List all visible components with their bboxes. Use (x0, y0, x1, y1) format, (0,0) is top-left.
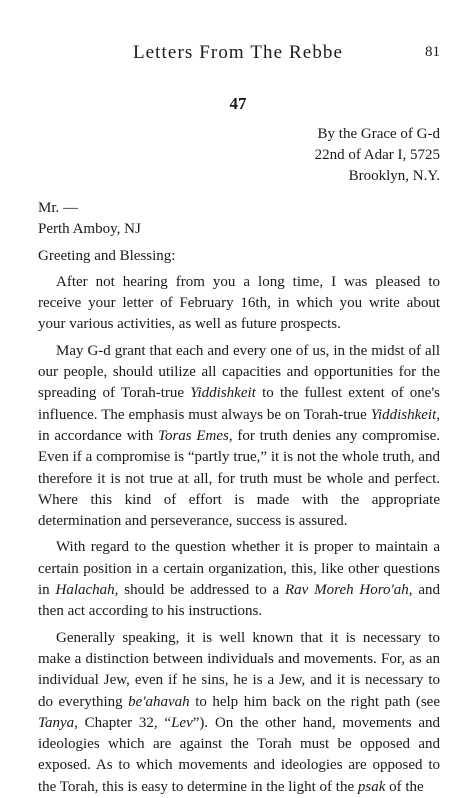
text-run: , and then act according to his instructions. (38, 582, 440, 620)
text-run: to help him back on the right path (see (189, 693, 440, 710)
letter-number: 47 (229, 94, 247, 113)
paragraph (38, 341, 440, 533)
recipient-name: Mr. — (38, 200, 79, 216)
italic-term: Yiddishkeit (190, 385, 256, 402)
salutation: Greeting and Blessing: (38, 247, 176, 264)
italic-term: Toras Emes (158, 427, 229, 444)
paragraph (38, 272, 440, 336)
recipient-location: Perth Amboy, NJ (38, 221, 141, 238)
italic-term: Halachah (55, 582, 115, 599)
dateline-line: Brooklyn, N.Y. (348, 168, 440, 184)
text-run: May G-d grant that each and every one of us, in the midst of all our people, should utilize all capacities and opportunities for the spreading of Torah-true (38, 342, 440, 402)
text-run: After not hearing from you a long time, I was pleased to receive your letter of February 16th, in which you write about your various activities, as well as future prospects. (38, 273, 440, 333)
italic-term: be'ahavah (128, 693, 190, 710)
text-run: , Chapter 32, “ (74, 714, 172, 731)
text-run: , in accordance with (38, 406, 440, 444)
page-number: 81 (425, 44, 440, 60)
text-run: With regard to the question whether it is proper to maintain a certain position in a certain organization, this, like other questions in (38, 539, 440, 599)
dateline (315, 124, 440, 187)
text-run: ”). On the other hand, movements and ideologies which are against the Torah must be opposed and exposed. As to which movements and ideologies are opposed to the Torah, this is easy to determine in the light of the (38, 714, 441, 795)
dateline-line: 22nd of Adar I, 5725 (314, 147, 440, 163)
text-run: , should be addressed to a (114, 582, 286, 599)
italic-term: Yiddishkeit (370, 406, 437, 423)
running-head (0, 42, 476, 66)
paragraph (38, 628, 440, 798)
text-run: Generally speaking, it is well known that it is necessary to make a distinction between individuals and movements. For, as an individual Jew, even if he sins, he is a Jew, and it is necessary to do everything (38, 629, 440, 710)
text-run: to the fullest extent of one's influence. The emphasis must always be on Torah-true (38, 385, 440, 423)
text-run: , for truth denies any compromise. Even if a compromise is “partly true,” it is not the whole truth, and therefore it is not true at all, for truth must be whole and perfect. Where this kind of effort is made with the appropriate determination and perseverance, success is assured. (38, 427, 441, 530)
italic-term: Lev (171, 714, 193, 731)
dateline-line: By the Grace of G-d (317, 126, 440, 142)
italic-term: Tanya (38, 714, 75, 731)
italic-term: Rav Moreh Horo'ah (285, 582, 409, 599)
running-title: Letters From The Rebbe (132, 42, 344, 63)
text-run: of the (385, 778, 424, 795)
paragraph (38, 537, 440, 622)
letter-body (38, 198, 440, 798)
italic-term: psak (357, 778, 386, 795)
